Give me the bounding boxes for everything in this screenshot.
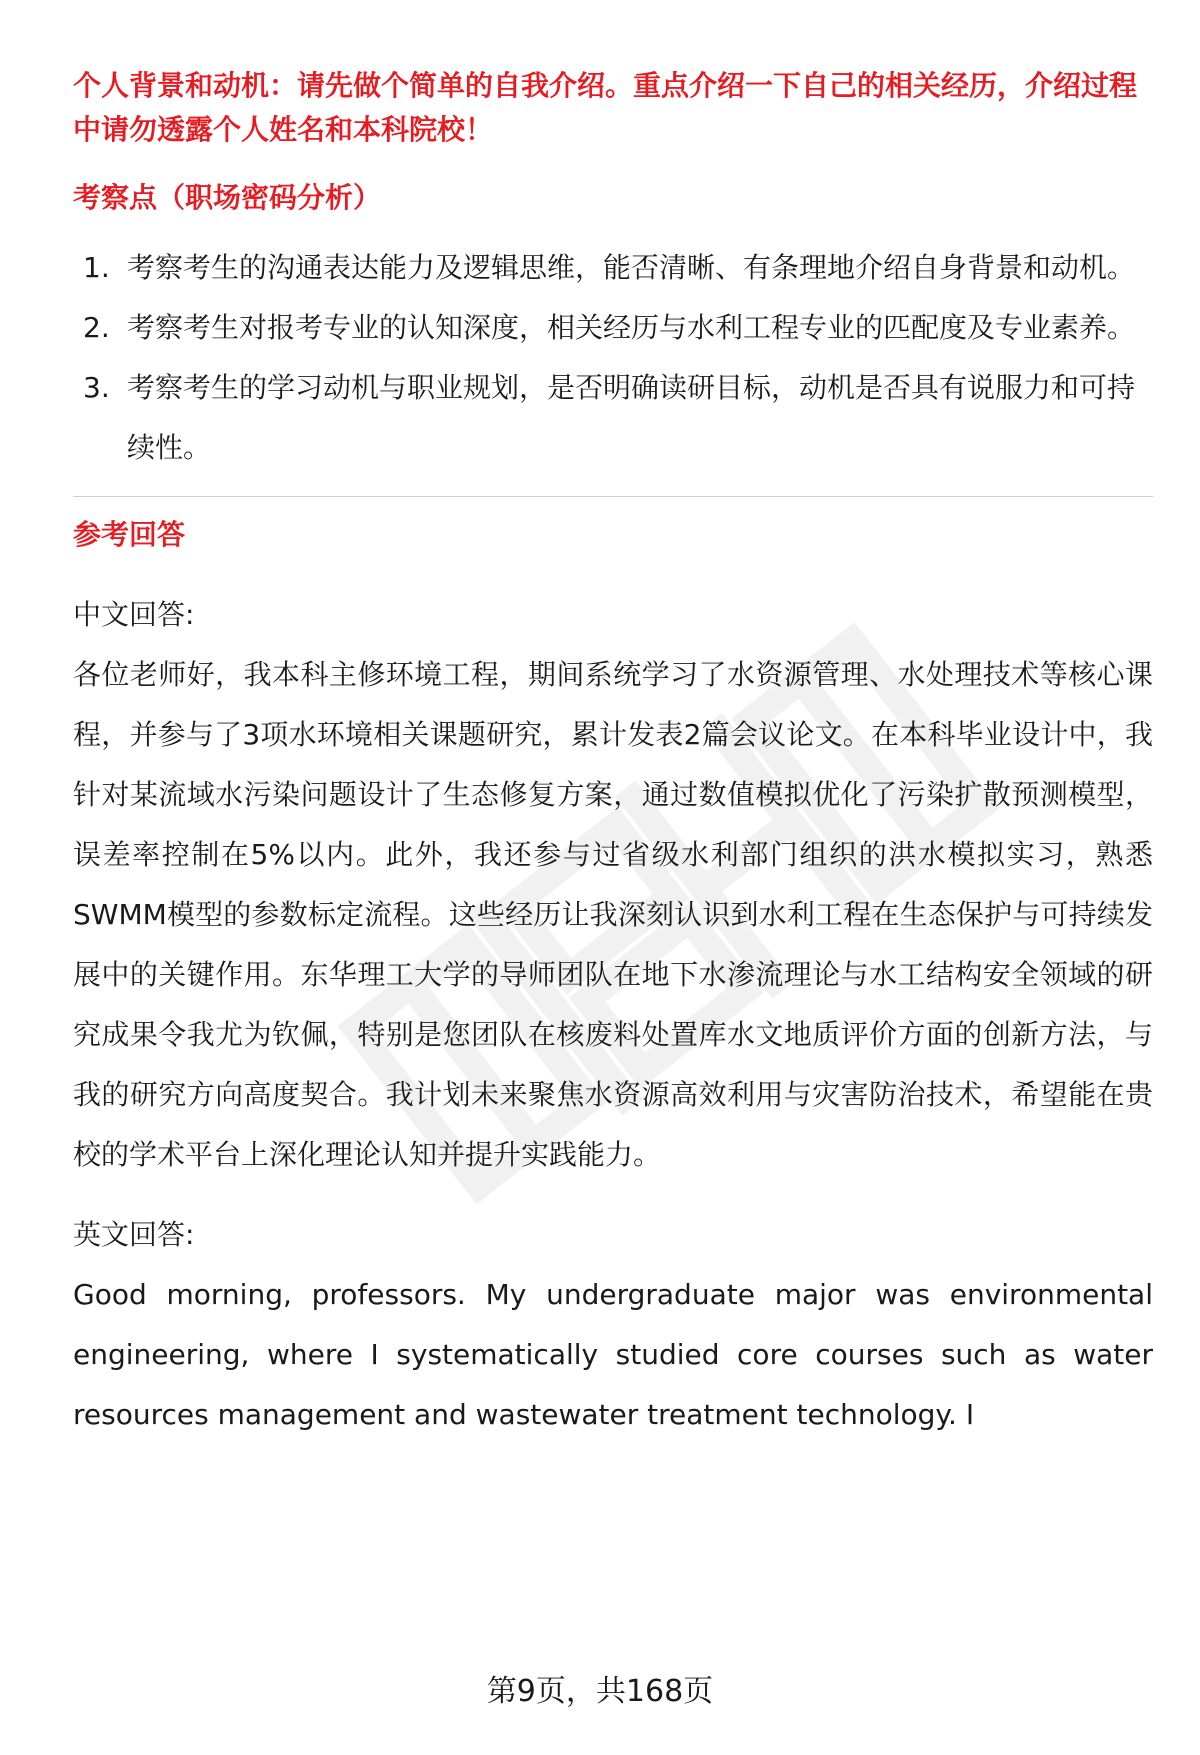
list-item — [73, 298, 1153, 358]
page-number: 第9页，共168页 — [486, 1674, 714, 1709]
section-divider — [73, 496, 1153, 497]
chinese-answer-label: 中文回答: — [73, 598, 195, 631]
list-item — [73, 358, 1153, 478]
list-text: 考察考生的沟通表达能力及逻辑思维，能否清晰、有条理地介绍自身背景和动机。 — [127, 251, 1136, 284]
list-number: 3. — [83, 371, 110, 404]
english-answer-text: Good morning, professors. My undergraduate major was environmental engineering, where I systematically studied core courses such as water resources management and wastewater treatment technology. I — [73, 1278, 1153, 1431]
english-answer-label: 英文回答: — [73, 1218, 195, 1251]
list-text: 考察考生对报考专业的认知深度，相关经历与水利工程专业的匹配度及专业素养。 — [127, 311, 1136, 344]
list-text: 考察考生的学习动机与职业规划，是否明确读研目标，动机是否具有说服力和可持续性。 — [127, 371, 1136, 464]
list-item — [73, 238, 1153, 298]
list-number: 1. — [83, 251, 110, 284]
list-number: 2. — [83, 311, 110, 344]
question-heading: 个人背景和动机：请先做个简单的自我介绍。重点介绍一下自己的相关经历，介绍过程中请勿透露个人姓名和本科院校！ — [73, 69, 1138, 146]
chinese-answer-text: 各位老师好，我本科主修环境工程，期间系统学习了水资源管理、水处理技术等核心课程，并参与了3项水环境相关课题研究，累计发表2篇会议论文。在本科毕业设计中，我针对某流域水污染问题设计了生态修复方案，通过数值模拟优化了污染扩散预测模型，误差率控制在5%以内。此外，我还参与过省级水利部门组织的洪水模拟实习，熟悉SWMM模型的参数标定流程。这些经历让我深刻认识到水利工程在生态保护与可持续发展中的关键作用。东华理工大学的导师团队在地下水渗流理论与水工结构安全领域的研究成果令我尤为钦佩，特别是您团队在核废料处置库水文地质评价方面的创新方法，与我的研究方向高度契合。我计划未来聚焦水资源高效利用与灾害防治技术，希望能在贵校的学术平台上深化理论认知并提升实践能力。 — [73, 658, 1153, 1171]
reference-heading: 参考回答 — [73, 518, 186, 551]
document-page — [73, 64, 1153, 1445]
analysis-points-list — [73, 238, 1153, 478]
analysis-heading: 考察点（职场密码分析） — [73, 181, 382, 214]
